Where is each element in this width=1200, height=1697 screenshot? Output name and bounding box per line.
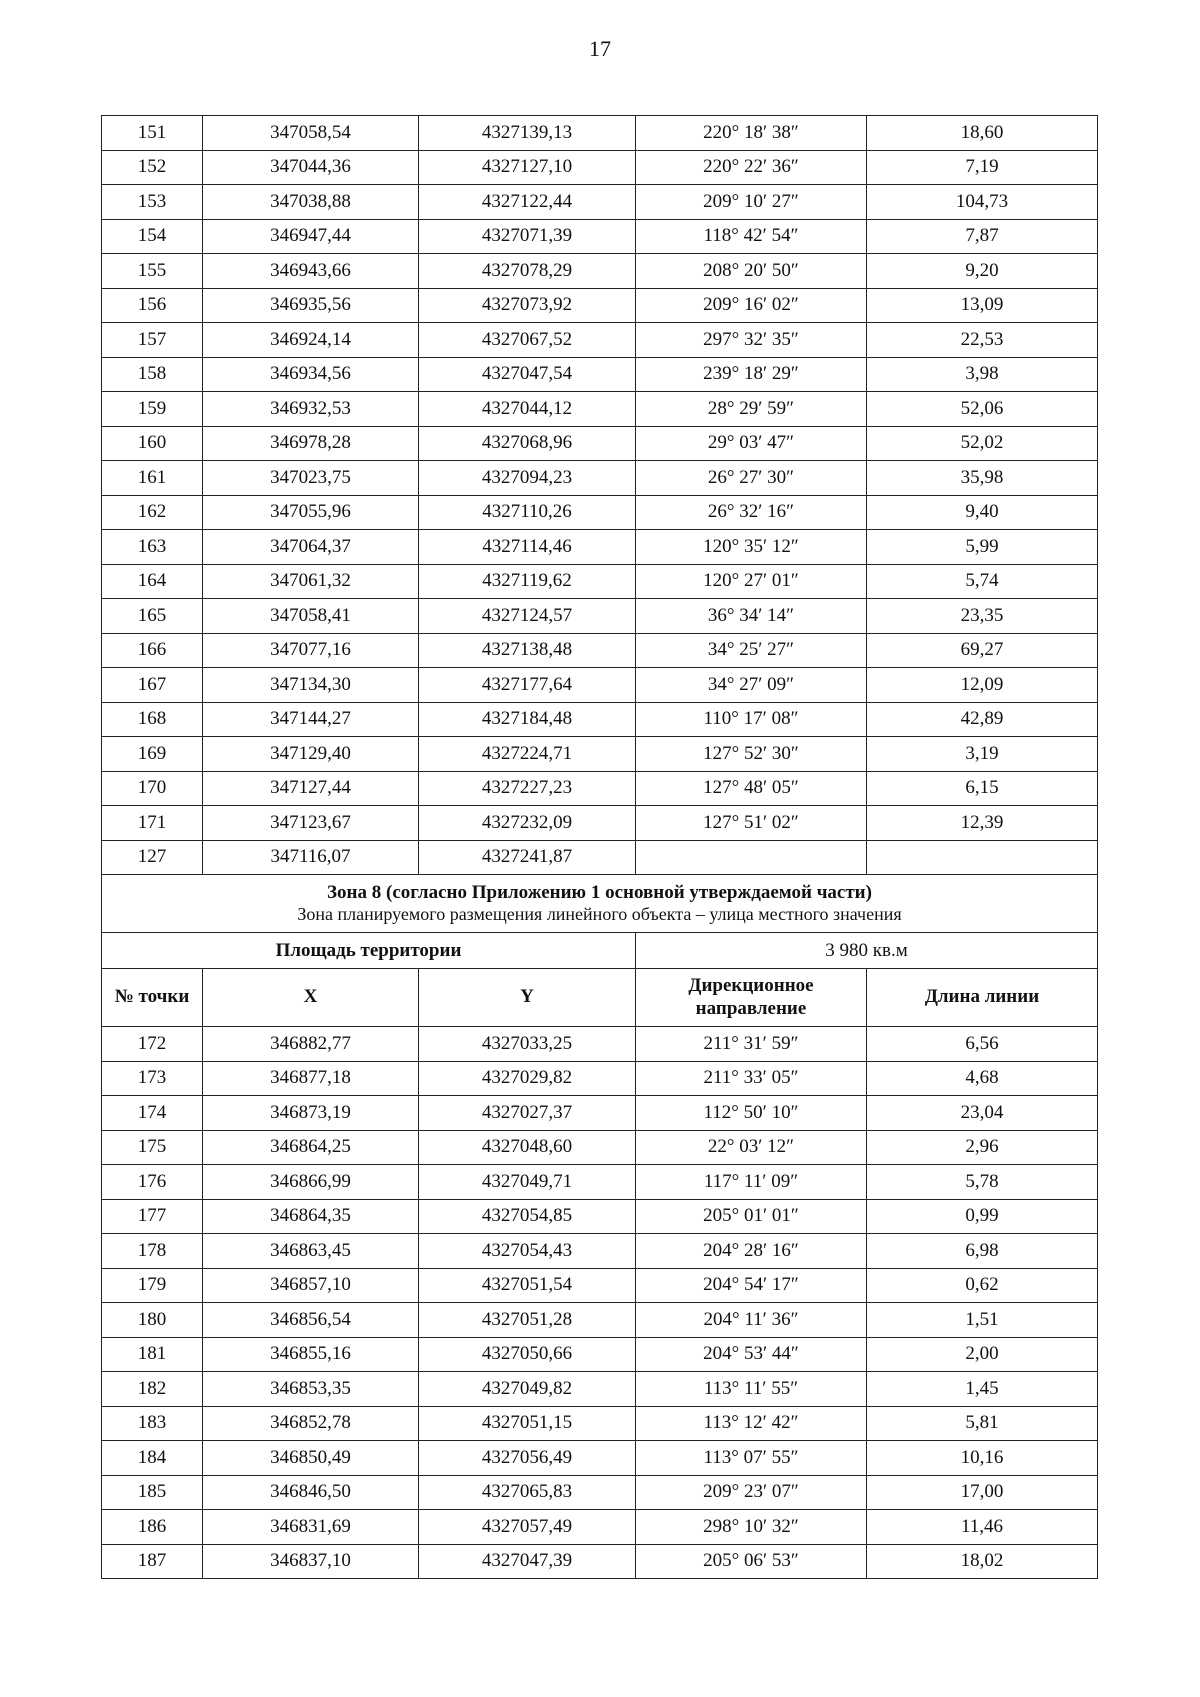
direction-cell: 209° 23′ 07″ xyxy=(636,1475,867,1510)
direction-cell: 204° 54′ 17″ xyxy=(636,1268,867,1303)
point-number-cell: 165 xyxy=(102,599,203,634)
line-length-cell: 1,45 xyxy=(867,1372,1098,1407)
line-length-cell: 6,56 xyxy=(867,1027,1098,1062)
table-row xyxy=(102,461,1098,496)
point-number-cell: 166 xyxy=(102,633,203,668)
table-row xyxy=(102,1544,1098,1579)
coord-y-cell: 4327050,66 xyxy=(419,1337,636,1372)
coord-y-cell: 4327094,23 xyxy=(419,461,636,496)
line-length-cell: 4,68 xyxy=(867,1061,1098,1096)
point-number-cell: 153 xyxy=(102,185,203,220)
point-number-cell: 157 xyxy=(102,323,203,358)
table-row xyxy=(102,702,1098,737)
direction-cell xyxy=(636,840,867,875)
table-row xyxy=(102,1372,1098,1407)
column-header-row xyxy=(102,969,1098,1027)
coord-x-cell: 347058,54 xyxy=(203,116,419,151)
table-row xyxy=(102,1337,1098,1372)
coord-y-cell: 4327027,37 xyxy=(419,1096,636,1131)
table-row xyxy=(102,116,1098,151)
line-length-cell: 3,19 xyxy=(867,737,1098,772)
point-number-cell: 173 xyxy=(102,1061,203,1096)
coord-y-cell: 4327057,49 xyxy=(419,1510,636,1545)
coord-y-cell: 4327048,60 xyxy=(419,1130,636,1165)
coord-y-cell: 4327071,39 xyxy=(419,219,636,254)
coord-x-cell: 347023,75 xyxy=(203,461,419,496)
table-row xyxy=(102,1234,1098,1269)
line-length-cell: 9,20 xyxy=(867,254,1098,289)
line-length-cell: 6,98 xyxy=(867,1234,1098,1269)
table-row xyxy=(102,426,1098,461)
direction-cell: 239° 18′ 29″ xyxy=(636,357,867,392)
point-number-cell: 155 xyxy=(102,254,203,289)
table-row xyxy=(102,1096,1098,1131)
point-number-cell: 184 xyxy=(102,1441,203,1476)
coord-y-cell: 4327124,57 xyxy=(419,599,636,634)
direction-cell: 113° 11′ 55″ xyxy=(636,1372,867,1407)
coord-x-cell: 346934,56 xyxy=(203,357,419,392)
point-number-cell: 180 xyxy=(102,1303,203,1338)
coord-x-cell: 347061,32 xyxy=(203,564,419,599)
point-number-cell: 169 xyxy=(102,737,203,772)
coord-x-cell: 346856,54 xyxy=(203,1303,419,1338)
direction-cell: 127° 52′ 30″ xyxy=(636,737,867,772)
line-length-cell: 52,06 xyxy=(867,392,1098,427)
point-number-cell: 170 xyxy=(102,771,203,806)
coord-x-cell: 346831,69 xyxy=(203,1510,419,1545)
direction-cell: 34° 25′ 27″ xyxy=(636,633,867,668)
table-row xyxy=(102,1510,1098,1545)
direction-cell: 113° 07′ 55″ xyxy=(636,1441,867,1476)
point-number-cell: 154 xyxy=(102,219,203,254)
coord-x-cell: 347044,36 xyxy=(203,150,419,185)
coord-y-cell: 4327029,82 xyxy=(419,1061,636,1096)
coord-x-cell: 347123,67 xyxy=(203,806,419,841)
point-number-cell: 175 xyxy=(102,1130,203,1165)
line-length-cell: 22,53 xyxy=(867,323,1098,358)
coord-y-cell: 4327051,15 xyxy=(419,1406,636,1441)
coord-y-cell: 4327047,39 xyxy=(419,1544,636,1579)
direction-cell: 204° 11′ 36″ xyxy=(636,1303,867,1338)
point-number-cell: 183 xyxy=(102,1406,203,1441)
direction-cell: 120° 35′ 12″ xyxy=(636,530,867,565)
column-header-point: № точки xyxy=(102,969,203,1027)
direction-cell: 220° 22′ 36″ xyxy=(636,150,867,185)
direction-cell: 208° 20′ 50″ xyxy=(636,254,867,289)
page-number: 17 xyxy=(589,36,611,61)
coord-x-cell: 346852,78 xyxy=(203,1406,419,1441)
direction-cell: 26° 32′ 16″ xyxy=(636,495,867,530)
coord-x-cell: 346978,28 xyxy=(203,426,419,461)
table-row xyxy=(102,1061,1098,1096)
coord-x-cell: 346943,66 xyxy=(203,254,419,289)
coordinates-rows-zone-8 xyxy=(102,1027,1098,1579)
column-header-length: Длина линии xyxy=(867,969,1098,1027)
coord-x-cell: 347116,07 xyxy=(203,840,419,875)
table-row xyxy=(102,1475,1098,1510)
line-length-cell: 5,81 xyxy=(867,1406,1098,1441)
line-length-cell: 17,00 xyxy=(867,1475,1098,1510)
table-row xyxy=(102,219,1098,254)
table-row xyxy=(102,1165,1098,1200)
point-number-cell: 127 xyxy=(102,840,203,875)
coord-x-cell: 347058,41 xyxy=(203,599,419,634)
coord-x-cell: 347077,16 xyxy=(203,633,419,668)
coord-y-cell: 4327078,29 xyxy=(419,254,636,289)
coord-x-cell: 347055,96 xyxy=(203,495,419,530)
coord-x-cell: 347134,30 xyxy=(203,668,419,703)
direction-cell: 26° 27′ 30″ xyxy=(636,461,867,496)
direction-cell: 110° 17′ 08″ xyxy=(636,702,867,737)
area-label: Площадь территории xyxy=(102,933,636,969)
line-length-cell: 52,02 xyxy=(867,426,1098,461)
coord-y-cell: 4327224,71 xyxy=(419,737,636,772)
coord-y-cell: 4327049,71 xyxy=(419,1165,636,1200)
coord-y-cell: 4327122,44 xyxy=(419,185,636,220)
table-row xyxy=(102,1027,1098,1062)
line-length-cell: 7,87 xyxy=(867,219,1098,254)
coord-y-cell: 4327138,48 xyxy=(419,633,636,668)
coord-y-cell: 4327056,49 xyxy=(419,1441,636,1476)
line-length-cell xyxy=(867,840,1098,875)
coord-y-cell: 4327065,83 xyxy=(419,1475,636,1510)
line-length-cell: 10,16 xyxy=(867,1441,1098,1476)
table-row xyxy=(102,1199,1098,1234)
direction-cell: 22° 03′ 12″ xyxy=(636,1130,867,1165)
coord-x-cell: 346853,35 xyxy=(203,1372,419,1407)
line-length-cell: 23,04 xyxy=(867,1096,1098,1131)
line-length-cell: 5,99 xyxy=(867,530,1098,565)
line-length-cell: 69,27 xyxy=(867,633,1098,668)
table-row xyxy=(102,668,1098,703)
point-number-cell: 164 xyxy=(102,564,203,599)
line-length-cell: 18,02 xyxy=(867,1544,1098,1579)
coord-x-cell: 346866,99 xyxy=(203,1165,419,1200)
line-length-cell: 0,99 xyxy=(867,1199,1098,1234)
line-length-cell: 2,00 xyxy=(867,1337,1098,1372)
coord-y-cell: 4327044,12 xyxy=(419,392,636,427)
line-length-cell: 12,09 xyxy=(867,668,1098,703)
coord-y-cell: 4327033,25 xyxy=(419,1027,636,1062)
coord-y-cell: 4327054,43 xyxy=(419,1234,636,1269)
point-number-cell: 158 xyxy=(102,357,203,392)
direction-cell: 204° 53′ 44″ xyxy=(636,1337,867,1372)
point-number-cell: 177 xyxy=(102,1199,203,1234)
direction-cell: 127° 48′ 05″ xyxy=(636,771,867,806)
line-length-cell: 23,35 xyxy=(867,599,1098,634)
coord-x-cell: 346863,45 xyxy=(203,1234,419,1269)
line-length-cell: 1,51 xyxy=(867,1303,1098,1338)
point-number-cell: 160 xyxy=(102,426,203,461)
point-number-cell: 174 xyxy=(102,1096,203,1131)
coord-y-cell: 4327073,92 xyxy=(419,288,636,323)
zone-heading-row xyxy=(102,875,1098,933)
direction-cell: 127° 51′ 02″ xyxy=(636,806,867,841)
point-number-cell: 187 xyxy=(102,1544,203,1579)
coord-y-cell: 4327119,62 xyxy=(419,564,636,599)
coord-x-cell: 346857,10 xyxy=(203,1268,419,1303)
direction-cell: 29° 03′ 47″ xyxy=(636,426,867,461)
direction-cell: 209° 10′ 27″ xyxy=(636,185,867,220)
coord-x-cell: 346932,53 xyxy=(203,392,419,427)
table-row xyxy=(102,806,1098,841)
line-length-cell: 2,96 xyxy=(867,1130,1098,1165)
coord-x-cell: 346947,44 xyxy=(203,219,419,254)
table-row xyxy=(102,323,1098,358)
coord-x-cell: 347127,44 xyxy=(203,771,419,806)
direction-cell: 220° 18′ 38″ xyxy=(636,116,867,151)
direction-cell: 112° 50′ 10″ xyxy=(636,1096,867,1131)
line-length-cell: 3,98 xyxy=(867,357,1098,392)
line-length-cell: 5,74 xyxy=(867,564,1098,599)
direction-cell: 120° 27′ 01″ xyxy=(636,564,867,599)
direction-cell: 297° 32′ 35″ xyxy=(636,323,867,358)
coordinates-rows-zone-7 xyxy=(102,116,1098,875)
line-length-cell: 13,09 xyxy=(867,288,1098,323)
table-row xyxy=(102,530,1098,565)
coord-y-cell: 4327241,87 xyxy=(419,840,636,875)
coord-x-cell: 347144,27 xyxy=(203,702,419,737)
point-number-cell: 151 xyxy=(102,116,203,151)
point-number-cell: 161 xyxy=(102,461,203,496)
point-number-cell: 185 xyxy=(102,1475,203,1510)
coord-x-cell: 346864,25 xyxy=(203,1130,419,1165)
line-length-cell: 104,73 xyxy=(867,185,1098,220)
coord-x-cell: 347129,40 xyxy=(203,737,419,772)
point-number-cell: 178 xyxy=(102,1234,203,1269)
zone-8-section xyxy=(102,875,1098,1027)
point-number-cell: 152 xyxy=(102,150,203,185)
line-length-cell: 42,89 xyxy=(867,702,1098,737)
point-number-cell: 159 xyxy=(102,392,203,427)
point-number-cell: 167 xyxy=(102,668,203,703)
line-length-cell: 9,40 xyxy=(867,495,1098,530)
table-row xyxy=(102,495,1098,530)
table-row xyxy=(102,771,1098,806)
coord-x-cell: 347038,88 xyxy=(203,185,419,220)
coordinates-table xyxy=(101,115,1098,1579)
point-number-cell: 168 xyxy=(102,702,203,737)
direction-cell: 211° 33′ 05″ xyxy=(636,1061,867,1096)
direction-cell: 209° 16′ 02″ xyxy=(636,288,867,323)
point-number-cell: 176 xyxy=(102,1165,203,1200)
coord-x-cell: 346882,77 xyxy=(203,1027,419,1062)
direction-cell: 205° 01′ 01″ xyxy=(636,1199,867,1234)
column-header-y: Y xyxy=(419,969,636,1027)
coord-x-cell: 346846,50 xyxy=(203,1475,419,1510)
coord-y-cell: 4327227,23 xyxy=(419,771,636,806)
coord-x-cell: 346935,56 xyxy=(203,288,419,323)
table-row xyxy=(102,564,1098,599)
coord-y-cell: 4327110,26 xyxy=(419,495,636,530)
table-row xyxy=(102,357,1098,392)
zone-heading xyxy=(102,875,1098,933)
coord-x-cell: 346850,49 xyxy=(203,1441,419,1476)
table-row xyxy=(102,150,1098,185)
point-number-cell: 172 xyxy=(102,1027,203,1062)
coord-y-cell: 4327051,28 xyxy=(419,1303,636,1338)
coord-y-cell: 4327054,85 xyxy=(419,1199,636,1234)
coord-x-cell: 346864,35 xyxy=(203,1199,419,1234)
table-row xyxy=(102,1130,1098,1165)
point-number-cell: 182 xyxy=(102,1372,203,1407)
line-length-cell: 18,60 xyxy=(867,116,1098,151)
direction-cell: 118° 42′ 54″ xyxy=(636,219,867,254)
line-length-cell: 5,78 xyxy=(867,1165,1098,1200)
coord-x-cell: 346924,14 xyxy=(203,323,419,358)
coord-y-cell: 4327139,13 xyxy=(419,116,636,151)
direction-cell: 211° 31′ 59″ xyxy=(636,1027,867,1062)
line-length-cell: 0,62 xyxy=(867,1268,1098,1303)
line-length-cell: 35,98 xyxy=(867,461,1098,496)
table-row xyxy=(102,1268,1098,1303)
area-row xyxy=(102,933,1098,969)
coord-y-cell: 4327127,10 xyxy=(419,150,636,185)
coord-y-cell: 4327184,48 xyxy=(419,702,636,737)
point-number-cell: 162 xyxy=(102,495,203,530)
point-number-cell: 171 xyxy=(102,806,203,841)
coord-x-cell: 346877,18 xyxy=(203,1061,419,1096)
direction-cell: 298° 10′ 32″ xyxy=(636,1510,867,1545)
point-number-cell: 163 xyxy=(102,530,203,565)
coord-x-cell: 346855,16 xyxy=(203,1337,419,1372)
area-value: 3 980 кв.м xyxy=(636,933,1098,969)
direction-cell: 34° 27′ 09″ xyxy=(636,668,867,703)
coord-y-cell: 4327067,52 xyxy=(419,323,636,358)
point-number-cell: 156 xyxy=(102,288,203,323)
coord-y-cell: 4327177,64 xyxy=(419,668,636,703)
point-number-cell: 186 xyxy=(102,1510,203,1545)
table-row xyxy=(102,599,1098,634)
table-row xyxy=(102,392,1098,427)
line-length-cell: 6,15 xyxy=(867,771,1098,806)
coord-y-cell: 4327232,09 xyxy=(419,806,636,841)
table-row xyxy=(102,254,1098,289)
zone-title: Зона 8 (согласно Приложению 1 основной утверждаемой части) xyxy=(327,882,872,904)
table-row xyxy=(102,1303,1098,1338)
direction-cell: 117° 11′ 09″ xyxy=(636,1165,867,1200)
table-row xyxy=(102,840,1098,875)
table-row xyxy=(102,185,1098,220)
coord-y-cell: 4327051,54 xyxy=(419,1268,636,1303)
table-row xyxy=(102,633,1098,668)
column-header-direction: Дирекционное направление xyxy=(636,969,867,1027)
point-number-cell: 181 xyxy=(102,1337,203,1372)
line-length-cell: 11,46 xyxy=(867,1510,1098,1545)
direction-cell: 205° 06′ 53″ xyxy=(636,1544,867,1579)
coord-y-cell: 4327114,46 xyxy=(419,530,636,565)
direction-cell: 28° 29′ 59″ xyxy=(636,392,867,427)
direction-cell: 113° 12′ 42″ xyxy=(636,1406,867,1441)
direction-cell: 36° 34′ 14″ xyxy=(636,599,867,634)
line-length-cell: 12,39 xyxy=(867,806,1098,841)
point-number-cell: 179 xyxy=(102,1268,203,1303)
column-header-x: X xyxy=(203,969,419,1027)
coord-x-cell: 346873,19 xyxy=(203,1096,419,1131)
table-row xyxy=(102,737,1098,772)
table-row xyxy=(102,1406,1098,1441)
coord-y-cell: 4327047,54 xyxy=(419,357,636,392)
direction-cell: 204° 28′ 16″ xyxy=(636,1234,867,1269)
coord-y-cell: 4327068,96 xyxy=(419,426,636,461)
zone-subtitle: Зона планируемого размещения линейного объекта – улица местного значения xyxy=(297,904,902,925)
coord-x-cell: 347064,37 xyxy=(203,530,419,565)
table-row xyxy=(102,1441,1098,1476)
line-length-cell: 7,19 xyxy=(867,150,1098,185)
coord-y-cell: 4327049,82 xyxy=(419,1372,636,1407)
coord-x-cell: 346837,10 xyxy=(203,1544,419,1579)
table-row xyxy=(102,288,1098,323)
